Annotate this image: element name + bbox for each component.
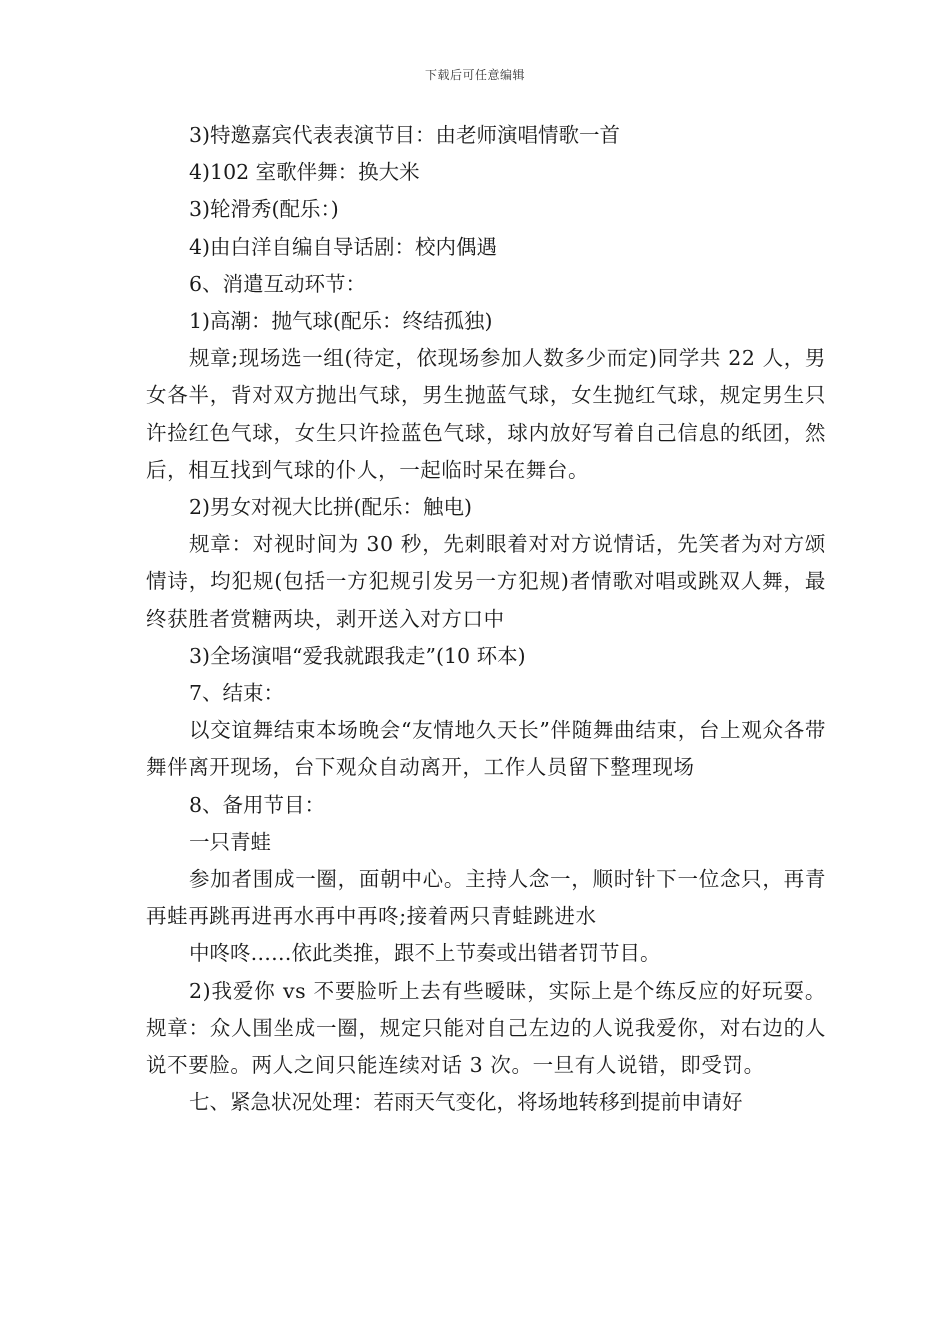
paragraph: 中咚咚……依此类推，跟不上节奏或出错者罚节目。 bbox=[189, 941, 661, 966]
document-body bbox=[146, 117, 826, 1121]
paragraph: 2)我爱你 vs 不要脸听上去有些暧昧，实际上是个练反应的好玩耍。规章：众人围坐成一圈，规定只能对自己左边的人说我爱你，对右边的人说不要脸。两人之间只能连续对话 3 次。一旦有人说错，即受罚。 bbox=[146, 978, 826, 1078]
section-heading: 6、消遣互动环节： bbox=[189, 271, 367, 296]
paragraph: 以交谊舞结束本场晚会“友情地久天长”伴随舞曲结束，台上观众各带舞伴离开现场，台下观众自动离开，工作人员留下整理现场 bbox=[146, 718, 826, 780]
section-heading: 8、备用节目： bbox=[189, 792, 326, 817]
paragraph: 一只青蛙 bbox=[189, 829, 271, 854]
paragraph: 规章：对视时间为 30 秒，先刺眼着对对方说情话，先笑者为对方颂情诗，均犯规(包括一方犯规引发另一方犯规)者情歌对唱或跳双人舞，最终获胜者赏糖两块，剥开送入对方口中 bbox=[146, 532, 826, 631]
paragraph: 2)男女对视大比拼(配乐：触电) bbox=[189, 495, 473, 520]
paragraph: 规章;现场选一组(待定，依现场参加人数多少而定)同学共 22 人，男女各半，背对双方抛出气球，男生抛蓝气球，女生抛红气球，规定男生只许捡红色气球，女生只许捡蓝色气球，球内放好写着自己信息的纸团，然后，相互找到气球的仆人，一起临时呆在舞台。 bbox=[146, 346, 826, 482]
paragraph: 1)高潮：抛气球(配乐：终结孤独) bbox=[189, 309, 493, 334]
section-heading: 7、结束： bbox=[189, 681, 285, 706]
page-header: 下载后可任意编辑 bbox=[424, 68, 525, 82]
paragraph: 3)全场演唱“爱我就跟我走”(10 环本) bbox=[189, 643, 526, 668]
paragraph: 参加者围成一圈，面朝中心。主持人念一，顺时针下一位念只，再青再蛙再跳再进再水再中再咚;接着两只青蛙跳进水 bbox=[146, 867, 826, 929]
paragraph: 3)特邀嘉宾代表表演节目：由老师演唱情歌一首 bbox=[189, 123, 621, 147]
paragraph: 4)由白洋自编自导话剧：校内偶遇 bbox=[189, 234, 498, 259]
paragraph: 七、紧急状况处理：若雨天气变化，将场地转移到提前申请好 bbox=[189, 1090, 743, 1115]
paragraph: 4)102 室歌伴舞：换大米 bbox=[189, 160, 420, 185]
paragraph: 3)轮滑秀(配乐：) bbox=[189, 197, 339, 222]
